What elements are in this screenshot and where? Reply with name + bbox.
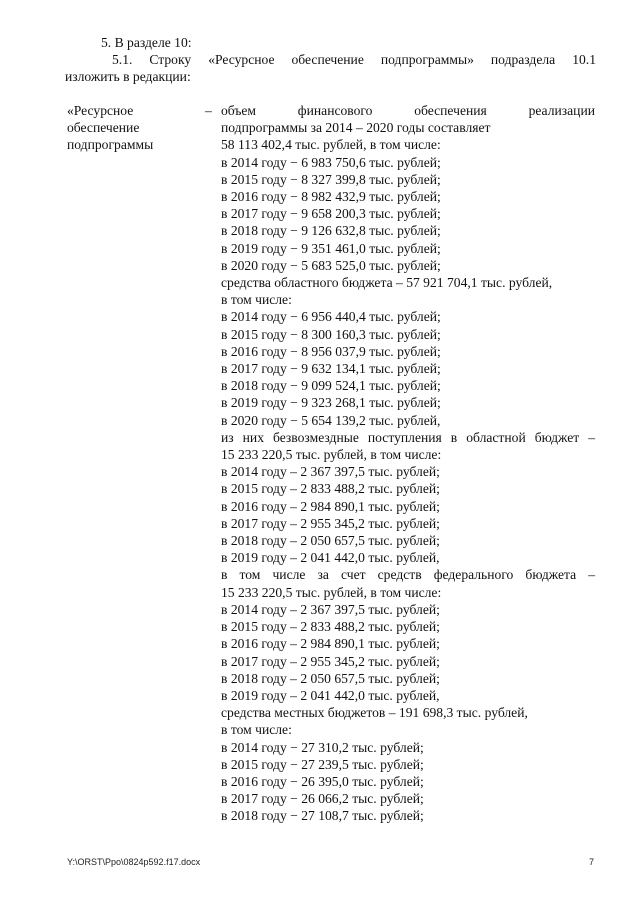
funding-line: в 2014 году − 6 983 750,6 тыс. рублей; bbox=[221, 154, 441, 170]
funding-line: в 2019 году – 2 041 442,0 тыс. рублей, bbox=[221, 687, 440, 703]
funding-line: в 2018 году − 9 099 524,1 тыс. рублей; bbox=[221, 378, 441, 394]
funding-line: 15 233 220,5 тыс. рублей, в том числе: bbox=[221, 447, 442, 463]
table-left-cell bbox=[67, 102, 197, 154]
funding-line: в 2014 году − 27 310,2 тыс. рублей; bbox=[221, 739, 424, 755]
funding-line: 15 233 220,5 тыс. рублей, в том числе: bbox=[221, 584, 442, 600]
funding-line: в 2016 году – 2 984 890,1 тыс. рублей; bbox=[221, 636, 440, 652]
table-dash: – bbox=[205, 103, 212, 118]
section-heading: 5. В разделе 10: bbox=[101, 35, 192, 50]
funding-line: в 2015 году − 8 327 399,8 тыс. рублей; bbox=[221, 171, 441, 187]
funding-line: в 2017 году – 2 955 345,2 тыс. рублей; bbox=[221, 653, 440, 669]
left-cell-line: «Ресурсное bbox=[67, 103, 134, 118]
funding-line: в том числе: bbox=[221, 292, 292, 308]
funding-line: в 2019 году − 9 351 461,0 тыс. рублей; bbox=[221, 240, 441, 256]
table-right-cell bbox=[221, 102, 595, 825]
funding-line: в 2017 году − 9 658 200,3 тыс. рублей; bbox=[221, 206, 441, 222]
subsection-paragraph bbox=[65, 51, 596, 85]
funding-line: в 2018 году – 2 050 657,5 тыс. рублей; bbox=[221, 533, 440, 549]
funding-line: в 2020 году − 5 654 139,2 тыс. рублей, bbox=[221, 412, 441, 428]
funding-line: в 2017 году – 2 955 345,2 тыс. рублей; bbox=[221, 515, 440, 531]
funding-line: в 2016 году – 2 984 890,1 тыс. рублей; bbox=[221, 498, 440, 514]
funding-line: в 2014 году – 2 367 397,5 тыс. рублей; bbox=[221, 601, 440, 617]
funding-line: в 2019 году − 9 323 268,1 тыс. рублей; bbox=[221, 395, 441, 411]
subsection-line-1: 5.1. Строку «Ресурсное обеспечение подпрограммы» подраздела 10.1 bbox=[112, 52, 596, 67]
funding-line: в 2014 году – 2 367 397,5 тыс. рублей; bbox=[221, 464, 440, 480]
funding-line: объем финансового обеспечения реализации bbox=[221, 103, 595, 118]
funding-line: в 2016 году − 8 982 432,9 тыс. рублей; bbox=[221, 189, 441, 205]
funding-line: в 2015 году − 27 239,5 тыс. рублей; bbox=[221, 756, 424, 772]
funding-line: из них безвозмездные поступления в областной бюджет – bbox=[221, 429, 595, 445]
funding-line: в 2016 году − 26 395,0 тыс. рублей; bbox=[221, 773, 424, 789]
funding-line: в 2020 году − 5 683 525,0 тыс. рублей; bbox=[221, 257, 441, 273]
funding-line: в 2016 году − 8 956 037,9 тыс. рублей; bbox=[221, 343, 441, 359]
funding-line: в 2017 году − 9 632 134,1 тыс. рублей; bbox=[221, 361, 441, 377]
left-cell-line: обеспечение bbox=[67, 120, 140, 136]
left-cell-line: подпрограммы bbox=[67, 137, 154, 153]
funding-line: в 2018 году − 9 126 632,8 тыс. рублей; bbox=[221, 223, 441, 239]
funding-line: в 2019 году – 2 041 442,0 тыс. рублей, bbox=[221, 550, 440, 566]
funding-line: средства местных бюджетов – 191 698,3 тыс. рублей, bbox=[221, 705, 528, 721]
funding-line: в 2018 году – 2 050 657,5 тыс. рублей; bbox=[221, 670, 440, 686]
funding-line: в том числе за счет средств федерального бюджета – bbox=[221, 567, 595, 583]
funding-line: в 2017 году − 26 066,2 тыс. рублей; bbox=[221, 791, 424, 807]
funding-line: подпрограммы за 2014 – 2020 годы составляет bbox=[221, 120, 491, 136]
funding-line: средства областного бюджета – 57 921 704,1 тыс. рублей, bbox=[221, 275, 553, 291]
subsection-line-2: изложить в редакции: bbox=[65, 69, 191, 85]
page-number: 7 bbox=[589, 857, 595, 867]
funding-line: в 2015 году – 2 833 488,2 тыс. рублей; bbox=[221, 481, 440, 497]
footer-file-path: Y:\ORST\Ppo\0824p592.f17.docx bbox=[67, 857, 201, 867]
funding-line: в 2015 году − 8 300 160,3 тыс. рублей; bbox=[221, 326, 441, 342]
funding-line: в 2015 году – 2 833 488,2 тыс. рублей; bbox=[221, 619, 440, 635]
funding-line: 58 113 402,4 тыс. рублей, в том числе: bbox=[221, 137, 441, 153]
funding-line: в 2018 году − 27 108,7 тыс. рублей; bbox=[221, 808, 424, 824]
funding-line: в том числе: bbox=[221, 722, 292, 738]
funding-line: в 2014 году − 6 956 440,4 тыс. рублей; bbox=[221, 309, 441, 325]
